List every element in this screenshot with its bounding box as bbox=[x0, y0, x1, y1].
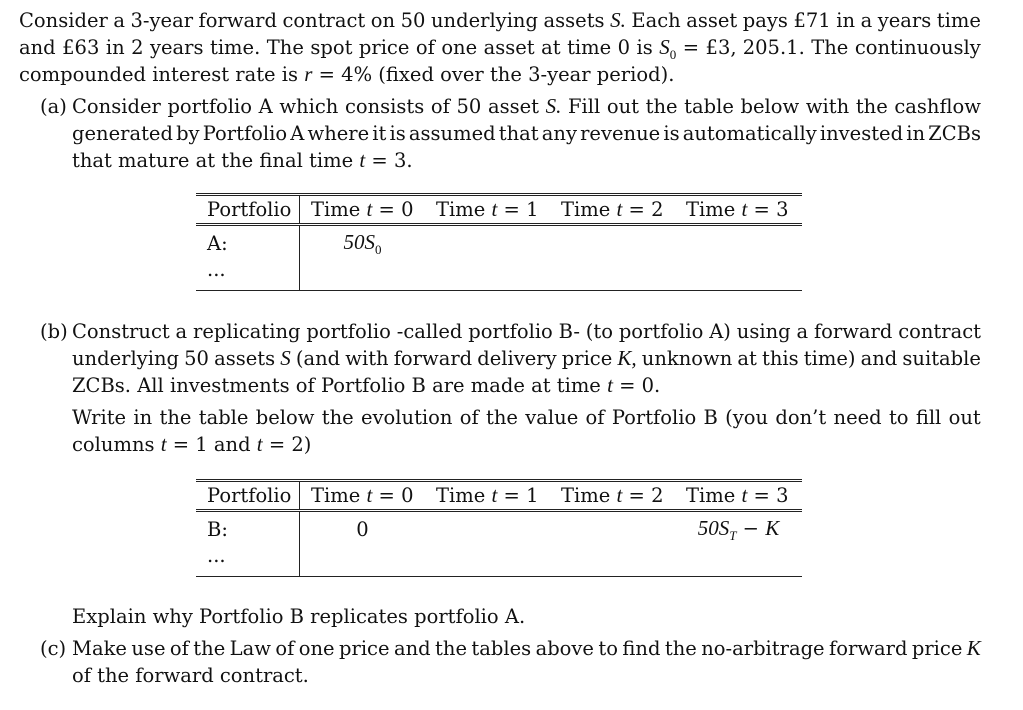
part-a-label: (a) bbox=[40, 95, 67, 118]
table-b-row-ellipsis: ... bbox=[196, 544, 300, 577]
table-a-header-t2: Time t = 2 bbox=[550, 195, 675, 225]
part-c-label: (c) bbox=[40, 637, 67, 660]
part-b-line-4: Write in the table below the evolution of the value of Portfolio B (you don’t need to fill out bbox=[72, 406, 981, 429]
part-c-line-2: of the forward contract. bbox=[72, 664, 309, 687]
table-b-header-portfolio: Portfolio bbox=[196, 481, 300, 511]
table-b-header-t2: Time t = 2 bbox=[550, 481, 675, 511]
explain-line: Explain why Portfolio B replicates portfolio A. bbox=[72, 605, 526, 628]
intro-line-2: and £63 in 2 years time. The spot price of one asset at time 0 is $S_0$ = £3, 205.1. The continuously bbox=[19, 35, 981, 63]
table-b-cell-t2 bbox=[550, 511, 675, 545]
table-b-cell-t1 bbox=[425, 511, 550, 545]
table-b-header-t1: Time t = 1 bbox=[425, 481, 550, 511]
part-b-line-3: ZCBs. All investments of Portfolio B are made at time t = 0. bbox=[72, 373, 661, 397]
table-a-header-portfolio: Portfolio bbox=[196, 195, 300, 225]
table-b-row-label: B: bbox=[196, 511, 300, 545]
table-a-row-label: A: bbox=[196, 225, 300, 259]
part-a-line-3: that mature at the final time t = 3. bbox=[72, 148, 413, 172]
part-a-line-1: Consider portfolio A which consists of 50 asset S. Fill out the table below with the cashflow bbox=[72, 94, 981, 118]
table-a-cell-t3 bbox=[675, 225, 802, 259]
table-b-cell-t3: $50S_T - K$ bbox=[697, 516, 780, 544]
table-a-header-t1: Time t = 1 bbox=[425, 195, 550, 225]
part-b-line-1: Construct a replicating portfolio -called portfolio B- (to portfolio A) using a forward contract bbox=[72, 320, 981, 343]
table-a-row-ellipsis: ... bbox=[196, 258, 300, 291]
part-a-line-2: generated by Portfolio A where it is assumed that any revenue is automatically invested in ZCBs bbox=[72, 122, 981, 145]
part-b-line-5: columns t = 1 and t = 2) bbox=[72, 432, 312, 456]
table-b-cell-t0: 0 bbox=[356, 518, 369, 541]
part-b-label: (b) bbox=[40, 320, 68, 343]
table-a bbox=[196, 193, 802, 291]
table-a-cell-t1 bbox=[425, 225, 550, 259]
part-b-line-2: underlying 50 assets S (and with forward delivery price K, unknown at this time) and suitable bbox=[72, 346, 981, 370]
table-b-header-t3: Time t = 3 bbox=[675, 481, 802, 511]
table-a-header-t3: Time t = 3 bbox=[675, 195, 802, 225]
intro-line-3: compounded interest rate is r = 4% (fixed over the 3-year period). bbox=[19, 62, 675, 86]
table-a-header-t0: Time t = 0 bbox=[300, 195, 426, 225]
table-b bbox=[196, 479, 802, 577]
part-c-line-1: Make use of the Law of one price and the tables above to find the no-arbitrage forward price K bbox=[72, 636, 981, 660]
intro-line-1: Consider a 3-year forward contract on 50 underlying assets S. Each asset pays £71 in a years time bbox=[19, 8, 981, 32]
table-a-cell-t2 bbox=[550, 225, 675, 259]
table-b-header-t0: Time t = 0 bbox=[300, 481, 426, 511]
table-a-cell-t0: $50S_0$ bbox=[343, 230, 382, 258]
